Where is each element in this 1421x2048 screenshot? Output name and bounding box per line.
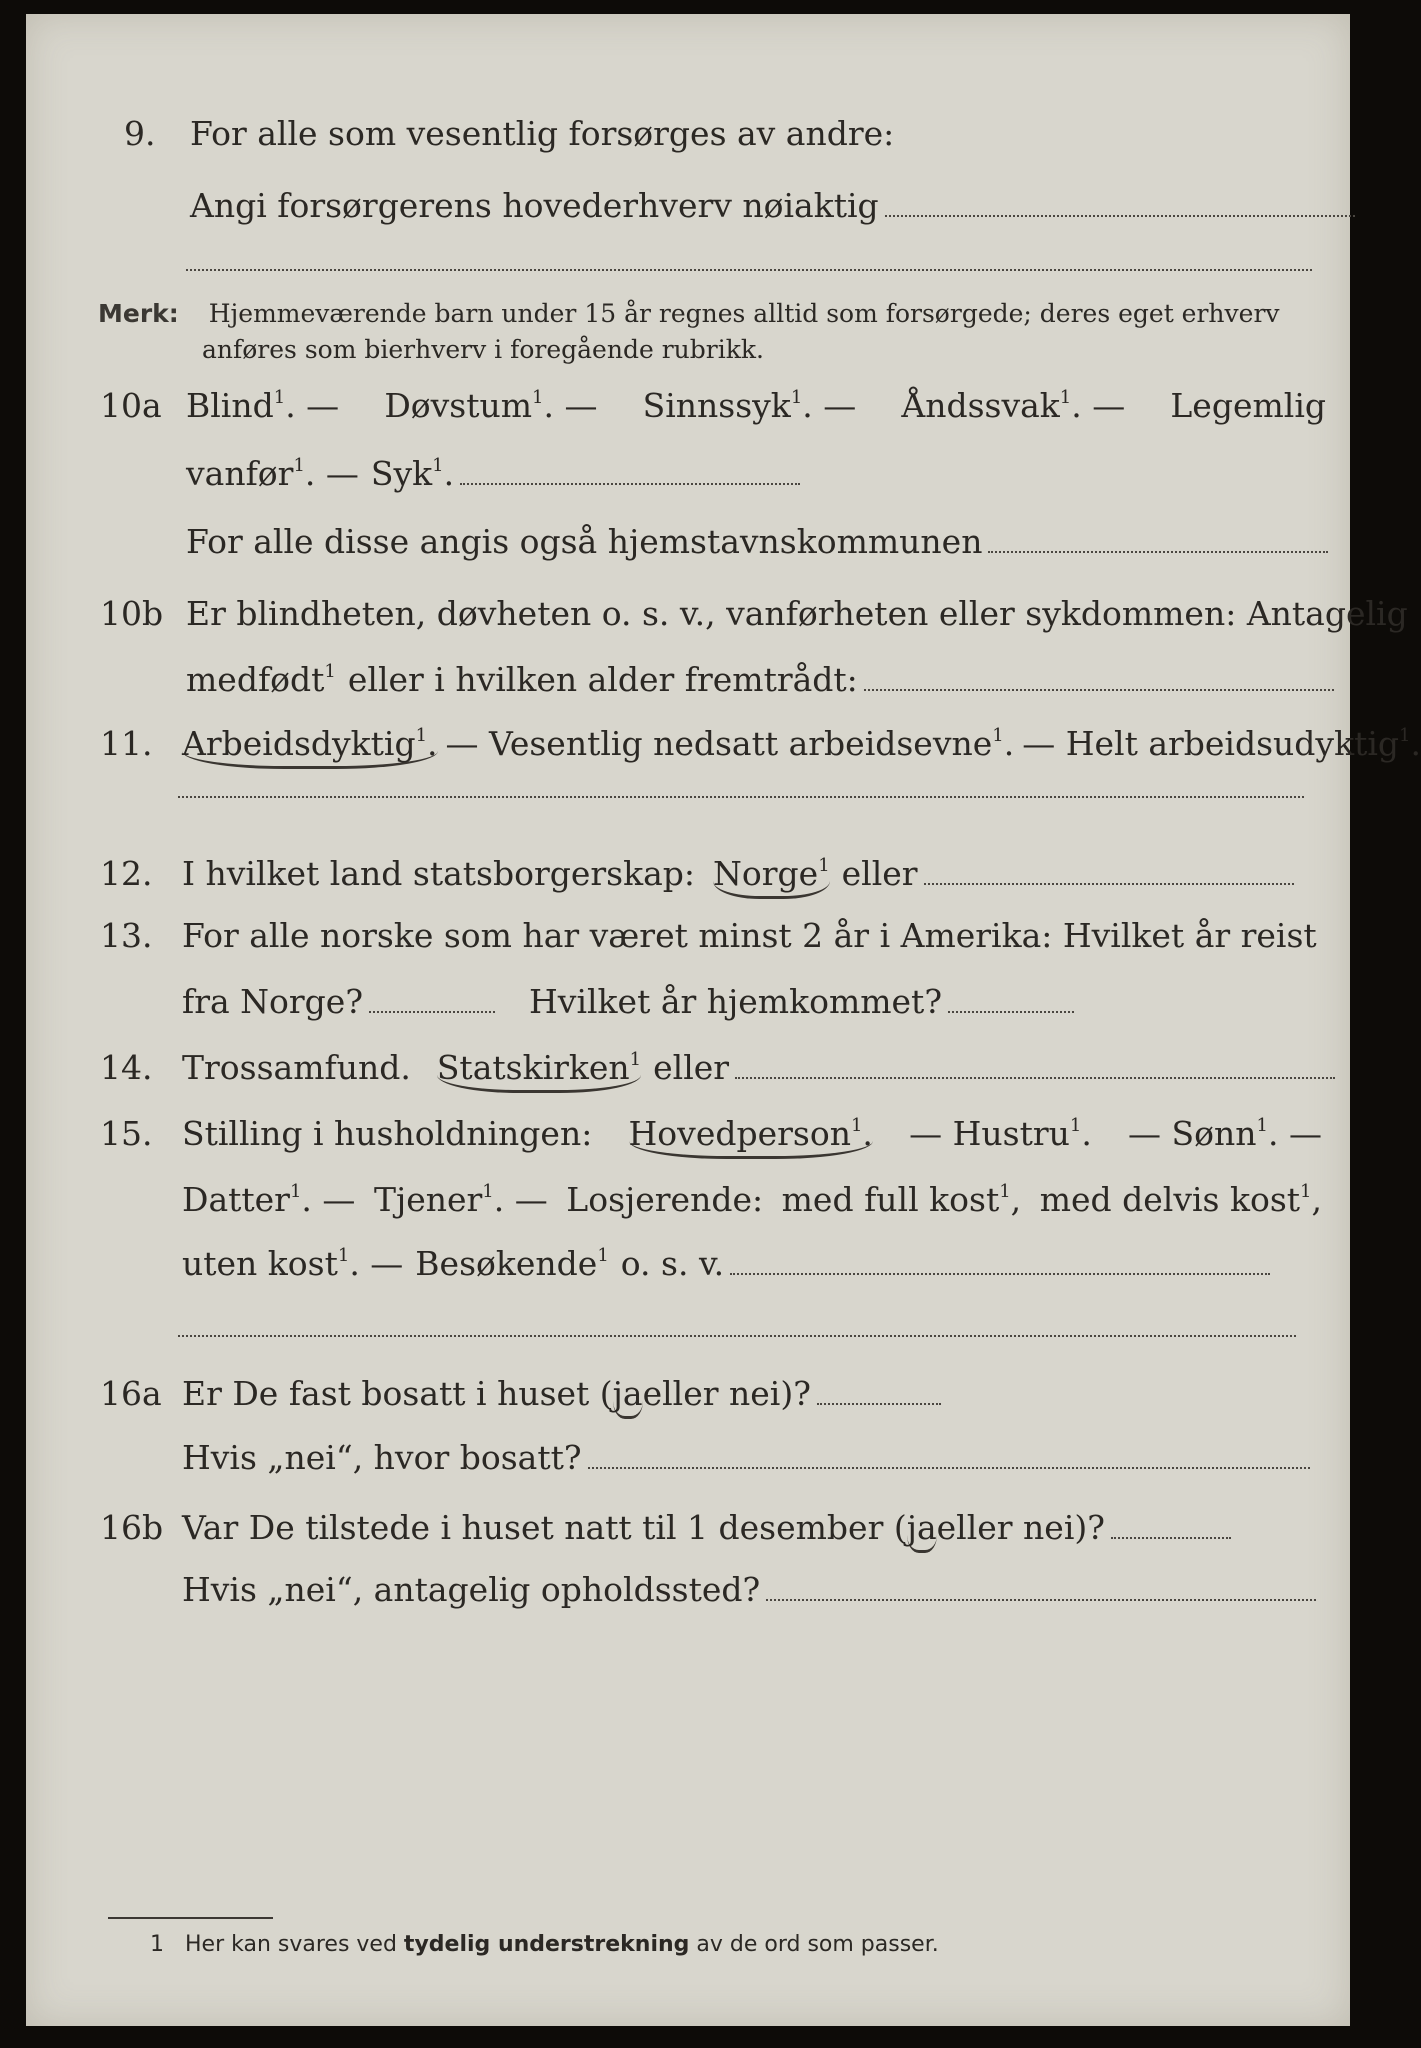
answer-field[interactable] <box>817 1379 941 1405</box>
footnote: 1 Her kan svares ved tydelig understrekning av de ord som passer. <box>150 1932 939 1957</box>
option-arbeidsdyktig-underlined[interactable]: Arbeidsdyktig$^1$. <box>182 724 438 769</box>
question-number: 12. <box>100 854 153 893</box>
option-tjener[interactable]: Tjener$^1$. — <box>373 1180 548 1219</box>
question-text: Angi forsørgerens hovederhverv nøiaktig <box>190 186 879 225</box>
option-sinnssyk[interactable]: Sinnssyk$^1$. — <box>642 386 857 425</box>
answer-field[interactable] <box>186 269 1312 271</box>
question-text: Trossamfund. <box>182 1048 411 1087</box>
answer-field[interactable] <box>766 1575 1316 1601</box>
question-text: fra Norge? <box>182 982 364 1021</box>
census-form-page <box>26 14 1421 2026</box>
option-besokende[interactable]: Besøkende$^1$ <box>415 1244 609 1283</box>
option-hustru[interactable]: — Hustru$^1$. <box>909 1114 1092 1153</box>
option-andssvak[interactable]: Åndssvak$^1$. — <box>901 386 1126 425</box>
answer-field[interactable] <box>1111 1513 1231 1539</box>
note-label: Merk: <box>98 299 179 328</box>
answer-field[interactable] <box>588 1443 1310 1469</box>
question-number: 16a <box>100 1374 162 1413</box>
question-text: Er blindheten, døvheten o. s. v., vanførheten eller sykdommen: Antagelig <box>186 594 1408 633</box>
option-nedsatt[interactable]: — Vesentlig nedsatt arbeidsevne$^1$. <box>445 724 1015 763</box>
option-vanfor[interactable]: vanfør$^1$. — <box>186 454 359 493</box>
question-number: 10b <box>100 594 164 633</box>
answer-field[interactable] <box>460 459 800 485</box>
answer-field[interactable] <box>178 796 1304 798</box>
question-text: Hvis „nei“, hvor bosatt? <box>182 1438 582 1477</box>
question-number: 9. <box>124 114 156 153</box>
option-udyktig[interactable]: — Helt arbeidsudyktig$^1$. <box>1022 724 1421 763</box>
answer-field[interactable] <box>178 1335 1296 1337</box>
question-text: For alle disse angis også hjemstavnskommunen <box>186 522 983 561</box>
option-hovedperson-underlined[interactable]: Hovedperson$^1$. <box>629 1114 873 1159</box>
answer-field[interactable] <box>885 191 1355 217</box>
question-text: o. s. v. <box>620 1244 725 1283</box>
question-text: Hvilket år hjemkommet? <box>529 982 943 1021</box>
question-text: Er De fast bosatt i huset ( <box>182 1374 613 1413</box>
question-text: eller nei)? <box>642 1374 811 1413</box>
question-number: 16b <box>100 1508 164 1547</box>
option-blind[interactable]: Blind$^1$. — <box>186 386 340 425</box>
question-text: For alle norske som har været minst 2 år i Amerika: Hvilket år reist <box>182 916 1317 955</box>
note-line-2 <box>202 332 764 368</box>
question-text: eller nei)? <box>936 1508 1105 1547</box>
option-medfodt[interactable]: medfødt$^1$ <box>186 660 336 699</box>
option-full-kost[interactable]: med full kost$^1$, <box>781 1180 1022 1219</box>
option-norge-underlined[interactable]: Norge$^1$ <box>713 854 830 899</box>
note-text: anføres som bierhverv i foregående rubrikk. <box>202 335 764 364</box>
option-uten-kost[interactable]: uten kost$^1$. — <box>182 1244 404 1283</box>
question-text: I hvilket land statsborgerskap: <box>182 854 696 893</box>
option-ja-underlined[interactable]: ja <box>907 1508 937 1553</box>
footnote-mark: 1 <box>150 1932 164 1957</box>
question-text: Hvis „nei“, antagelig opholdssted? <box>182 1570 761 1609</box>
question-text: eller <box>841 854 918 893</box>
question-text: eller i hvilken alder fremtrådt: <box>347 660 858 699</box>
answer-field[interactable] <box>735 1053 1335 1079</box>
question-number: 11. <box>100 724 153 763</box>
answer-field[interactable] <box>948 987 1074 1013</box>
note-text: Hjemmeværende barn under 15 år regnes alltid som forsørgede; deres eget erhverv <box>208 299 1280 328</box>
answer-field[interactable] <box>988 527 1328 553</box>
option-delvis-kost[interactable]: med delvis kost$^1$, <box>1039 1180 1322 1219</box>
question-number: 13. <box>100 916 153 955</box>
question-text: Stilling i husholdningen: <box>182 1114 593 1153</box>
option-ja-underlined[interactable]: ja <box>613 1374 643 1419</box>
footnote-rule <box>108 1917 273 1919</box>
question-text: Var De tilstede i huset natt til 1 desember ( <box>182 1508 907 1547</box>
question-text: eller <box>653 1048 730 1087</box>
answer-field[interactable] <box>730 1249 1270 1275</box>
note <box>98 296 1280 332</box>
question-number: 14. <box>100 1048 153 1087</box>
option-syk[interactable]: Syk$^1$. <box>370 454 455 493</box>
option-sonn[interactable]: — Sønn$^1$. — <box>1128 1114 1322 1153</box>
answer-field[interactable] <box>369 987 495 1013</box>
option-dovstum[interactable]: Døvstum$^1$. — <box>384 386 598 425</box>
option-legemlig[interactable]: Legemlig <box>1170 386 1326 425</box>
option-datter[interactable]: Datter$^1$. — <box>182 1180 356 1219</box>
question-number: 15. <box>100 1114 153 1153</box>
question-text: Losjerende: <box>566 1180 764 1219</box>
answer-field[interactable] <box>924 859 1294 885</box>
question-number: 10a <box>100 386 162 425</box>
question-text: For alle som vesentlig forsørges av andre: <box>190 114 895 153</box>
option-statskirken-underlined[interactable]: Statskirken$^1$ <box>437 1048 641 1093</box>
answer-field[interactable] <box>864 665 1334 691</box>
